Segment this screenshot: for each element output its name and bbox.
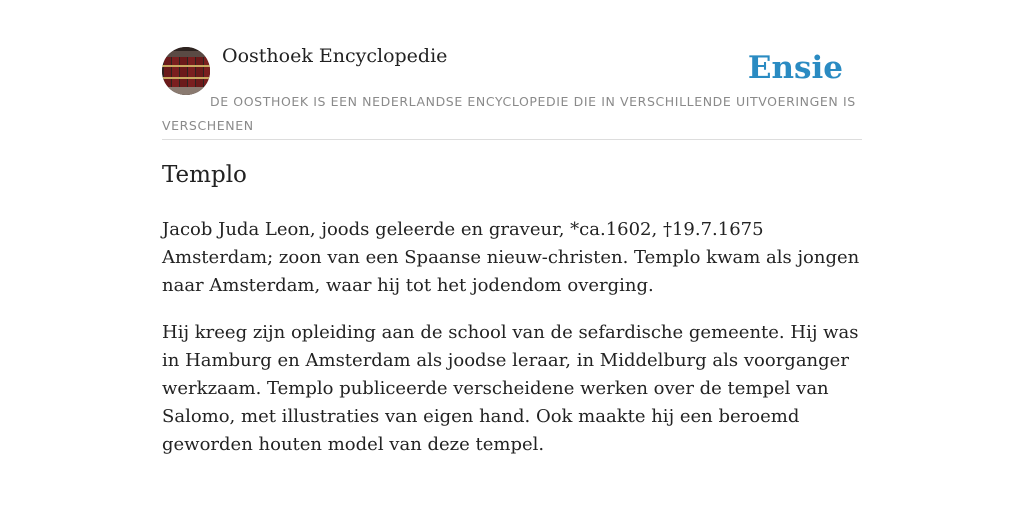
brand-logo[interactable]: Ensie: [747, 50, 843, 86]
source-name-link[interactable]: Oosthoek Encyclopedie: [222, 45, 448, 67]
encyclopedia-books-icon: [162, 47, 210, 95]
article-title: Templo: [162, 162, 247, 188]
article-body: [162, 216, 872, 478]
article-paragraph: Hij kreeg zijn opleiding aan de school van de sefardische gemeente. Hij was in Hamburg en Amsterdam als joodse leraar, in Middelburg als voorganger werkzaam. Templo publiceerde verscheidene werken over de tempel van Salomo, met illustraties van eigen hand. Ook maakte hij een beroemd geworden houten model van deze tempel.: [162, 322, 859, 455]
source-avatar[interactable]: [162, 47, 210, 95]
source-tagline: DE OOSTHOEK IS EEN NEDERLANDSE ENCYCLOPEDIE DIE IN VERSCHILLENDE UITVOERINGEN IS VERSCHENEN: [162, 94, 856, 133]
article-paragraph: Jacob Juda Leon, joods geleerde en graveur, *ca.1602, †19.7.1675 Amsterdam; zoon van een Spaanse nieuw-christen. Templo kwam als jongen naar Amsterdam, waar hij tot het jodendom overging.: [162, 219, 860, 296]
header-divider: [162, 139, 862, 140]
